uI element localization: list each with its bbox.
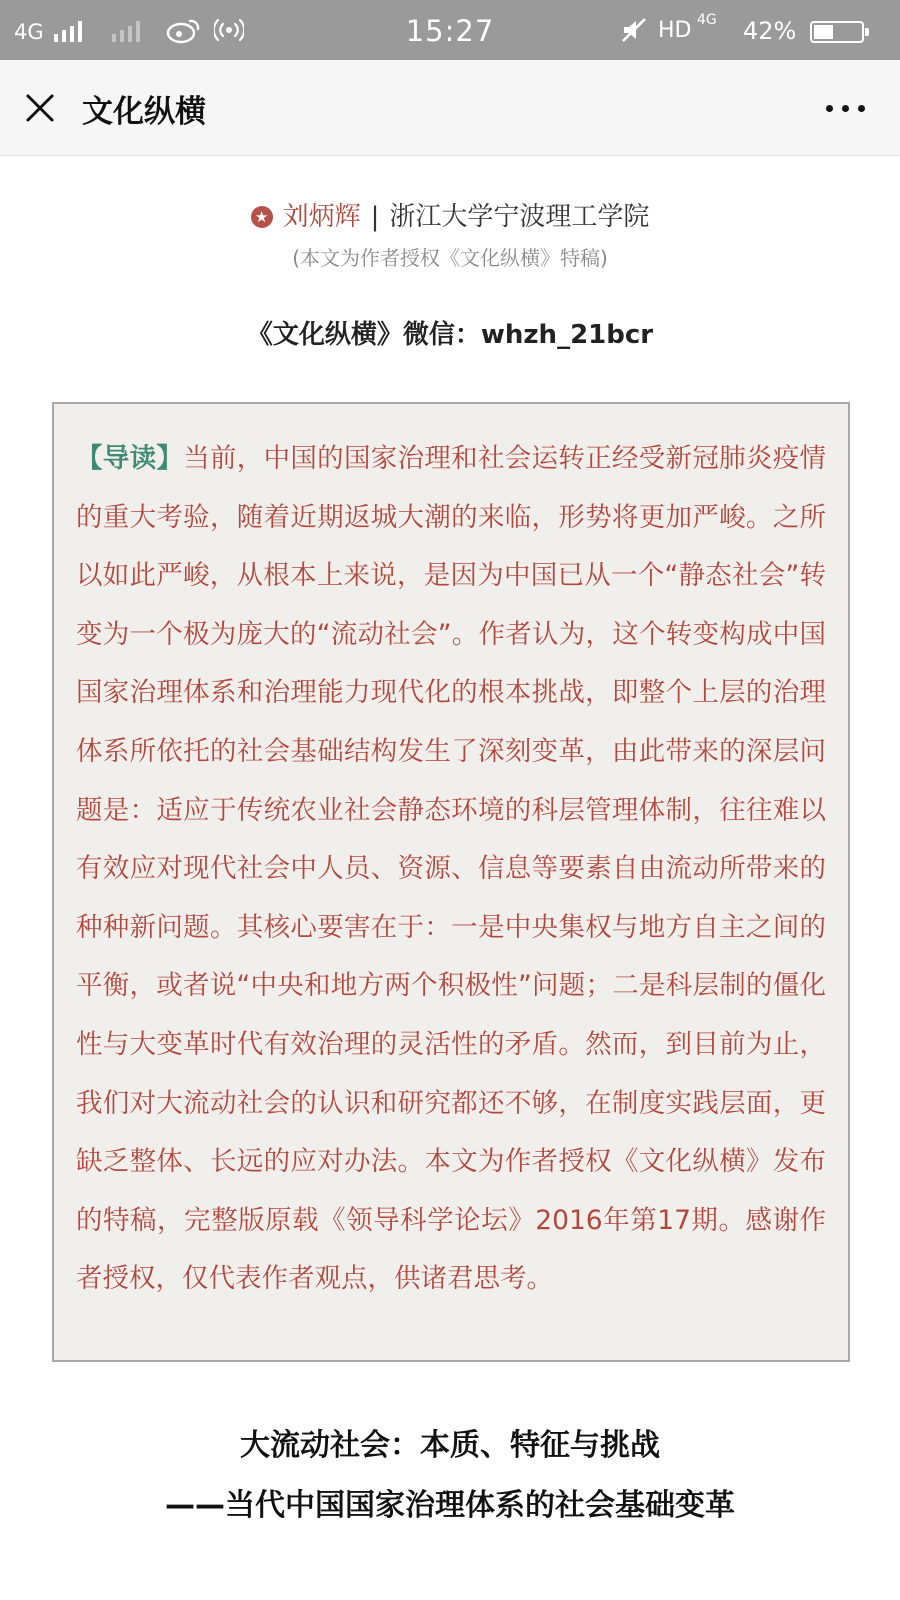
network-type: 4G <box>14 20 44 44</box>
affiliation: 浙江大学宁波理工学院 <box>389 202 650 232</box>
hd-indicator: HD <box>658 18 692 43</box>
lead-paragraph <box>76 430 826 1309</box>
nav-bar <box>0 60 900 156</box>
nav-title: 文化纵横 <box>82 94 206 130</box>
article-subtitle: ——当代中国国家治理体系的社会基础变革 <box>165 1488 735 1523</box>
authorization-note: (本文为作者授权《文化纵横》特稿) <box>292 246 608 270</box>
network-type-secondary: 4G <box>697 12 717 28</box>
wechat-id: 《文化纵横》微信：whzh_21bcr <box>246 320 654 350</box>
lead-body: 当前，中国的国家治理和社会运转正经受新冠肺炎疫情的重大考验，随着近期返城大潮的来临，形势将更加严峻。之所以如此严峻，从根本上来说，是因为中国已从一个“静态社会”转变为一个极为庞大的“流动社会”。作者认为，这个转变构成中国国家治理体系和治理能力现代化的根本挑战，即整个上层的治理体系所依托的社会基础结构发生了深刻变革，由此带来的深层问题是：适应于传统农业社会静态环境的科层管理体制，往往难以有效应对现代社会中人员、资源、信息等要素自由流动所带来的种种新问题。其核心要害在于：一是中央集权与地方自主之间的平衡，或者说“中央和地方两个积极性”问题；二是科层制的僵化性与大变革时代有效治理的灵活性的矛盾。然而，到目前为止，我们对大流动社会的认识和研究都还不够，在制度实践层面，更缺乏整体、长远的应对办法。本文为作者授权《文化纵横》发布的特稿，完整版原载《领导科学论坛》2016年第17期。感谢作者授权，仅代表作者观点，供诸君思考。 <box>76 443 827 1295</box>
lead-tag: 【导读】 <box>76 443 184 474</box>
more-icon[interactable] <box>826 105 866 113</box>
author-line <box>0 196 900 233</box>
mute-icon <box>620 16 648 44</box>
star-icon: ★ <box>251 206 273 228</box>
article-title: 大流动社会：本质、特征与挑战 <box>240 1428 660 1463</box>
status-bar <box>0 0 900 60</box>
lead-box <box>52 402 850 1362</box>
separator: | <box>370 202 380 232</box>
author-name[interactable]: 刘炳辉 <box>282 202 361 232</box>
battery-percent: 42% <box>743 17 797 45</box>
clock: 15:27 <box>405 14 495 48</box>
battery-icon <box>810 21 864 43</box>
close-icon[interactable] <box>22 90 58 126</box>
